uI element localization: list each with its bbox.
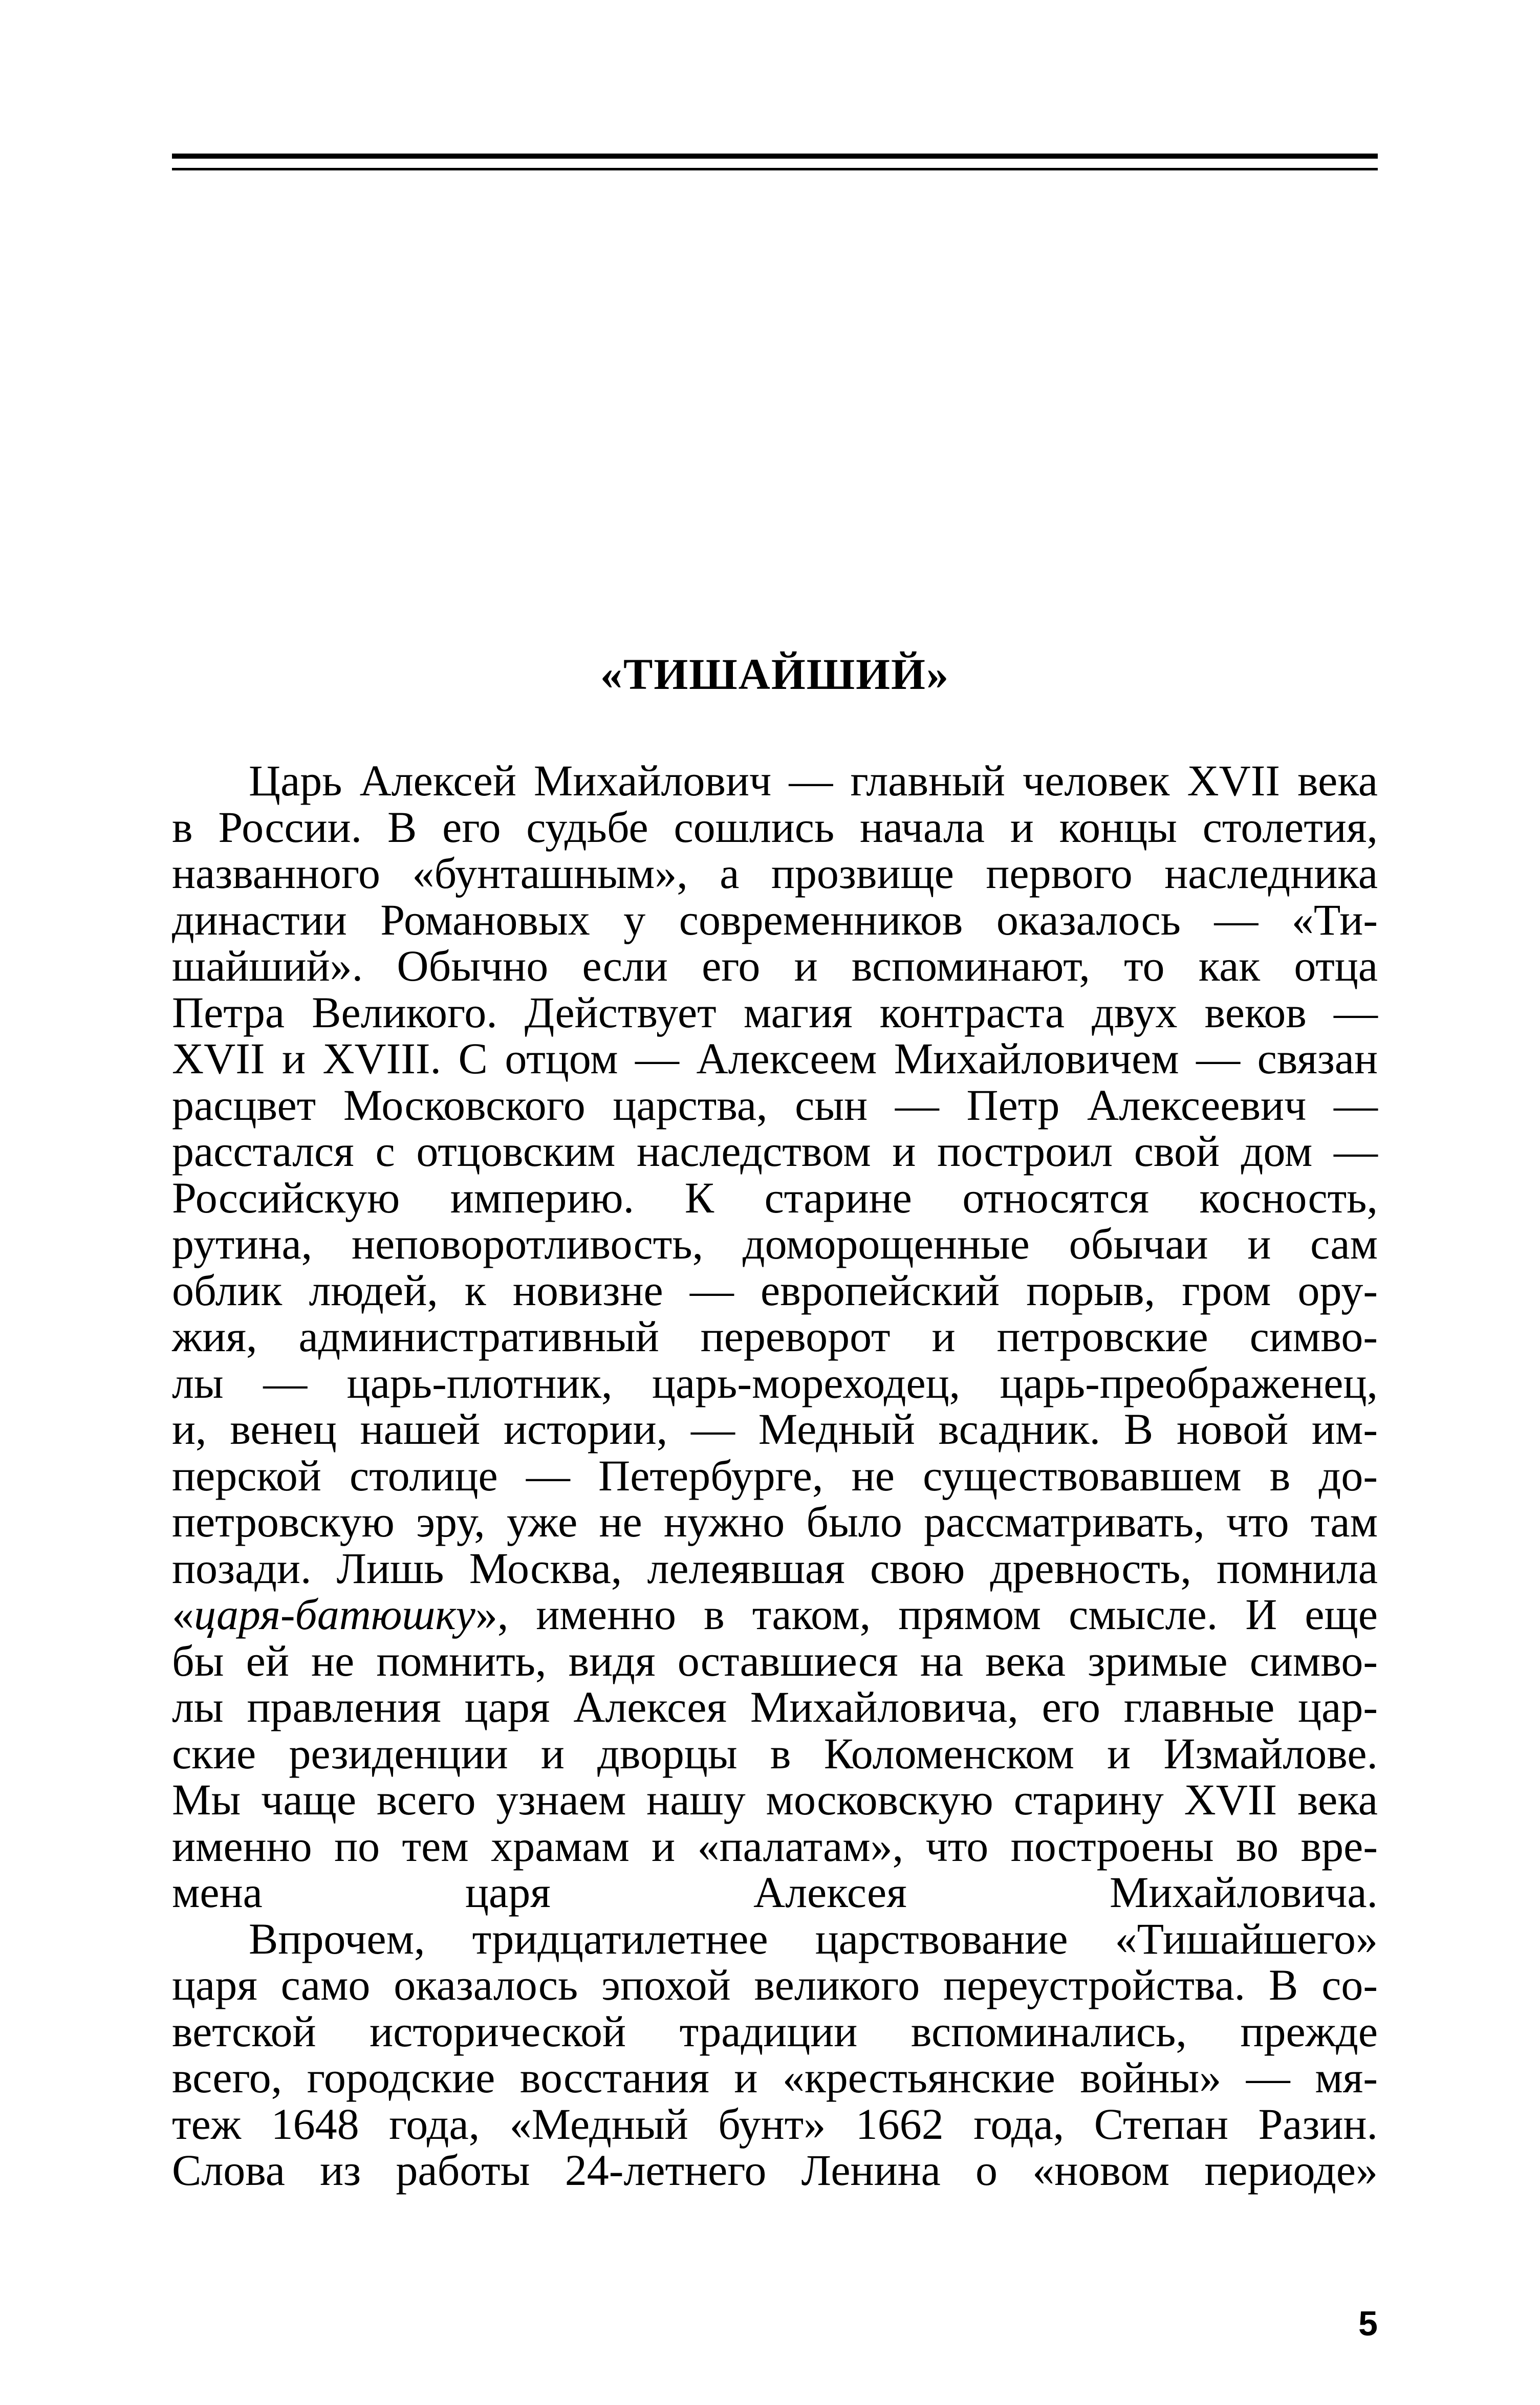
text-line: ские резиденции и дворцы в Коломенском и Измайлове. — [172, 1728, 1378, 1778]
header-rule-thick — [172, 154, 1378, 159]
text-line: династии Романовых у современников оказалось — «Ти- — [172, 895, 1378, 944]
text-line: Петра Великого. Действует магия контраста двух веков — — [172, 987, 1378, 1037]
text-line: названного «бунташным», а прозвище первого наследника — [172, 849, 1378, 898]
text-line: именно по тем храмам и «палатам», что построены во вре- — [172, 1821, 1378, 1871]
text-line: Слова из работы 24-летнего Ленина о «новом периоде» — [172, 2146, 1378, 2195]
text-line: мена царя Алексея Михайловича. — [172, 1868, 1378, 1917]
text-line: шайший». Обычно если его и вспоминают, то как отца — [172, 941, 1378, 990]
page-number: 5 — [1358, 2304, 1378, 2343]
text-line: петровскую эру, уже не нужно было рассматривать, что там — [172, 1497, 1378, 1546]
text-line: облик людей, к новизне — европейский порыв, гром ору- — [172, 1265, 1378, 1315]
text-line: Впрочем, тридцатилетнее царствование «Тишайшего» — [249, 1914, 1378, 1963]
text-line: теж 1648 года, «Медный бунт» 1662 года, Степан Разин. — [172, 2099, 1378, 2149]
text-line: Мы чаще всего узнаем нашу московскую старину XVII века — [172, 1775, 1378, 1824]
text-line: всего, городские восстания и «крестьянские войны» — мя- — [172, 2053, 1378, 2102]
text-line: рутина, неповоротливость, доморощенные обычаи и сам — [172, 1219, 1378, 1268]
text-line: и, венец нашей истории, — Медный всадник. В новой им- — [172, 1404, 1378, 1454]
text-line: Царь Алексей Михайлович — главный человек XVII века — [249, 756, 1378, 805]
text-line: ветской исторической традиции вспоминались, прежде — [172, 2006, 1378, 2056]
paragraph-1 — [172, 757, 1378, 1916]
text-line: жия, административный переворот и петровские симво- — [172, 1312, 1378, 1361]
text-line: Российскую империю. К старине относятся косность, — [172, 1173, 1378, 1222]
chapter-title: «ТИШАЙШИЙ» — [600, 649, 949, 699]
text-line: царя само оказалось эпохой великого переустройства. В со- — [172, 1960, 1378, 2009]
text-line: перской столице — Петербурге, не существовавшем в до- — [172, 1450, 1378, 1500]
text-line: позади. Лишь Москва, лелеявшая свою древность, помнила — [172, 1543, 1378, 1593]
text-line: XVII и XVIII. С отцом — Алексеем Михайловичем — связан — [172, 1034, 1378, 1083]
text-line: «царя-батюшку», именно в таком, прямом смысле. И еще — [172, 1590, 1378, 1639]
paragraph-2 — [172, 1916, 1378, 2194]
body-text — [172, 757, 1378, 2194]
header-rule-thin — [172, 168, 1378, 170]
text-line: бы ей не помнить, видя оставшиеся на века зримые симво- — [172, 1636, 1378, 1685]
text-line: расцвет Московского царства, сын — Петр Алексеевич — — [172, 1080, 1378, 1130]
text-line: лы — царь-плотник, царь-мореходец, царь-преображенец, — [172, 1358, 1378, 1407]
text-line: лы правления царя Алексея Михайловича, его главные цар- — [172, 1682, 1378, 1731]
text-line: расстался с отцовским наследством и построил свой дом — — [172, 1126, 1378, 1176]
text-line: в России. В его судьбе сошлись начала и концы столетия, — [172, 802, 1378, 852]
